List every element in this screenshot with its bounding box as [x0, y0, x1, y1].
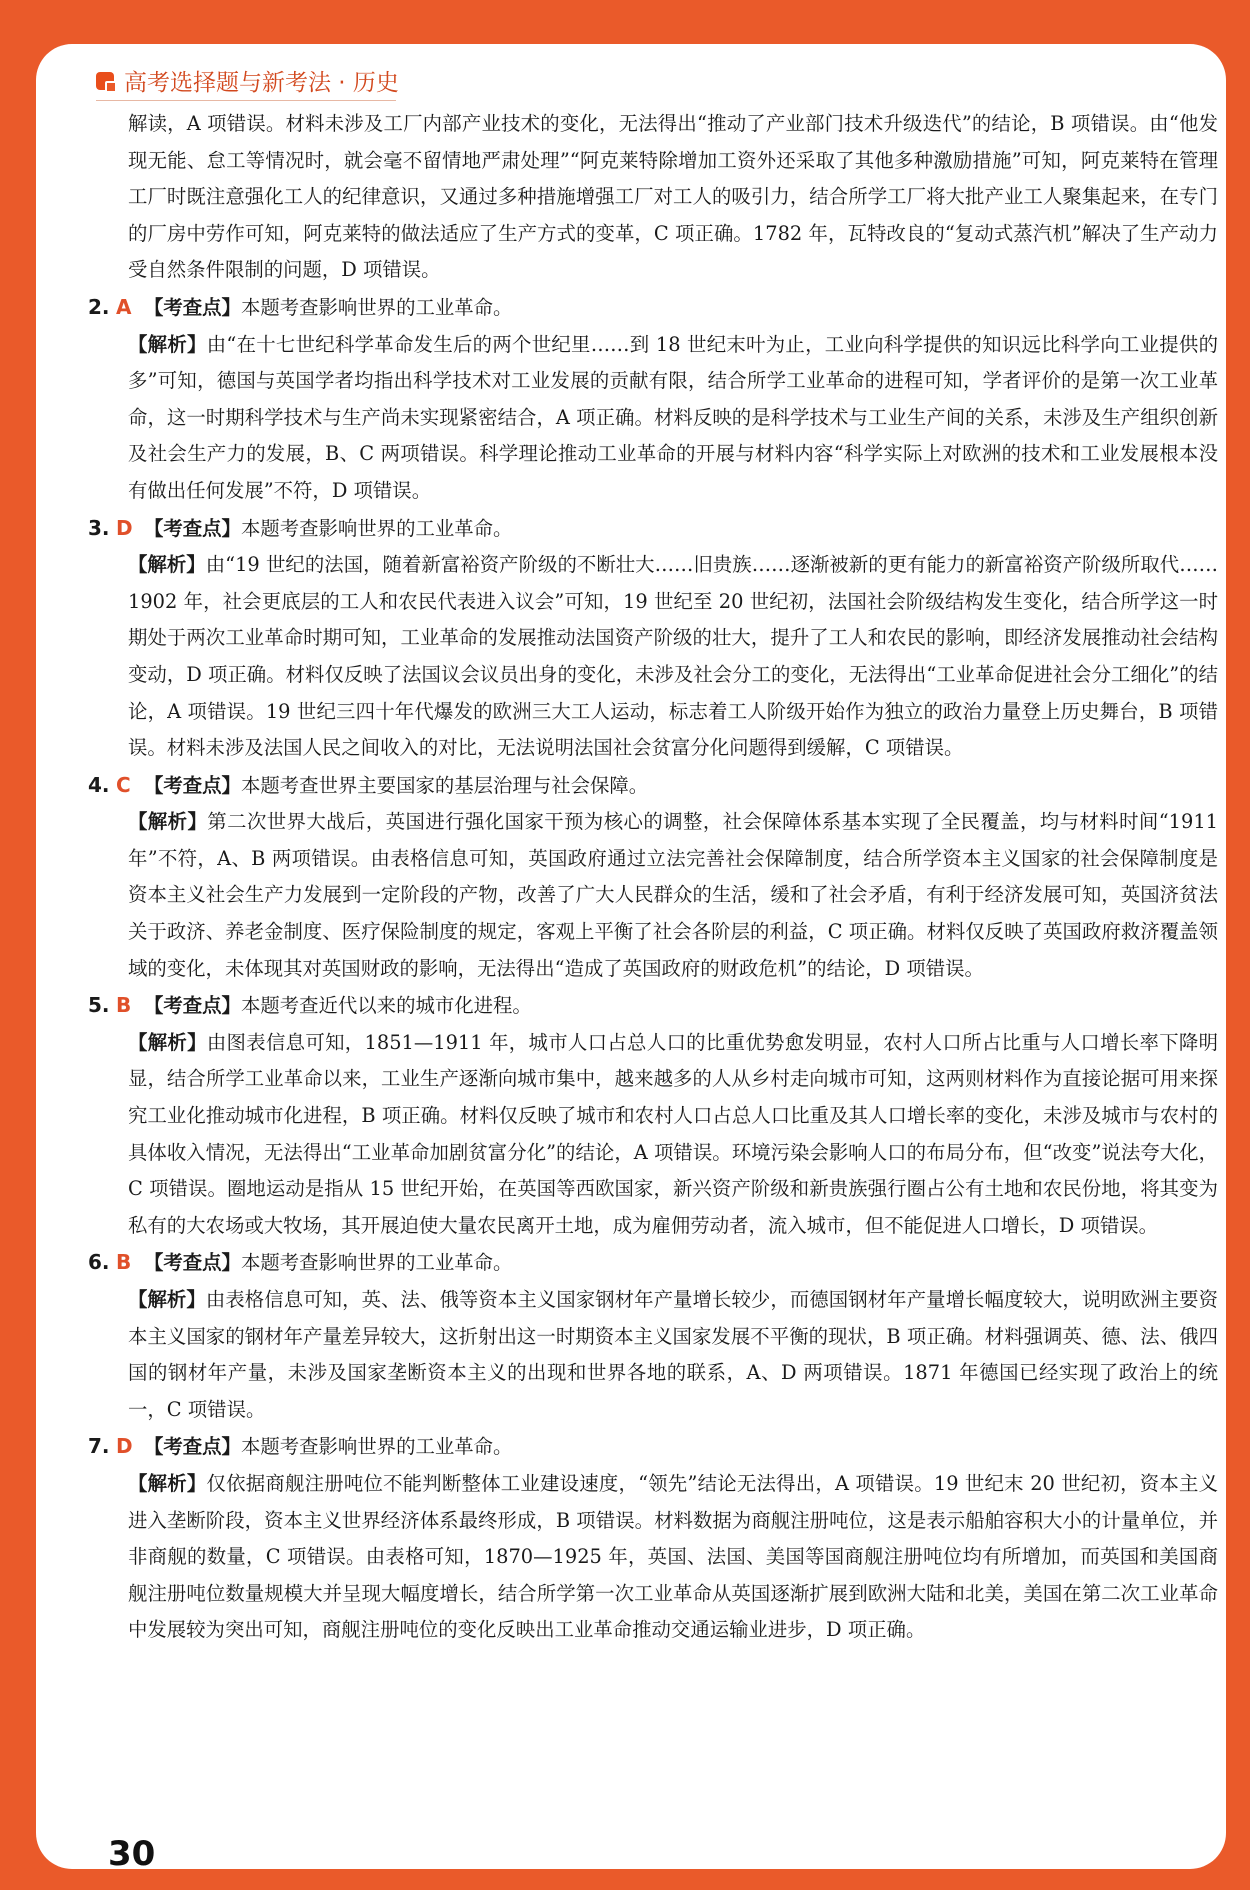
- analysis-text: 由图表信息可知，1851—1911 年，城市人口占总人口的比重优势愈发明显，农村人口所占比重与人口增长率下降明显，结合所学工业革命以来，工业生产逐渐向城市集中，越来越多的人从乡村走向城市可知，这两则材料作为直接论据可用来探究工业化推动城市化进程，B 项正确。材料仅反映了城市和农村人口占总人口比重及其人口增长率的变化，未涉及城市与农村的具体收入情况，无法得出“工业革命加剧贫富分化”的结论，A 项错误。环境污染会影响人口的布局分布，但“改变”说法夸大化，C 项错误。圈地运动是指从 15 世纪开始，在英国等西欧国家，新兴资产阶级和新贵族强行圈占公有土地和农民份地，将其变为私有的大农场或大牧场，其开展迫使大量农民离开土地，成为雇佣劳动者，流入城市，但不能促进人口增长，D 项错误。: [128, 1030, 1219, 1237]
- analysis-text: 由“19 世纪的法国，随着新富裕资产阶级的不断壮大……旧贵族……逐渐被新的更有能力的新富裕资产阶级所取代……1902 年，社会更底层的工人和农民代表进入议会”可知，19 世纪至 20 世纪初，法国社会阶级结构发生变化，结合所学这一时期处于两次工业革命时期可知，工业革命的发展推动法国资产阶级的壮大，提升了工人和农民的影响，即经济发展推动社会结构变动，D 项正确。材料仅反映了法国议会议员出身的变化，未涉及社会分工的变化，无法得出“工业革命促进社会分工细化”的结论，A 项错误。19 世纪三四十年代爆发的欧洲三大工人运动，标志着工人阶级开始作为独立的政治力量登上历史舞台，B 项错误。材料未涉及法国人民之间收入的对比，无法说明法国社会贫富分化问题得到缓解，C 项错误。: [128, 553, 1219, 760]
- analysis-text: 第二次世界大战后，英国进行强化国家干预为核心的调整，社会保障体系基本实现了全民覆盖，均与材料时间“1911 年”不符，A、B 两项错误。由表格信息可知，英国政府通过立法完善社会保障制度，结合所学资本主义国家的社会保障制度是资本主义社会生产力发展到一定阶段的产物，改善了广大人民群众的生活，缓和了社会矛盾，有利于经济发展可知，英国济贫法关于政济、养老金制度、医疗保险制度的规定，客观上平衡了社会各阶层的利益，C 项正确。材料仅反映了英国政府救济覆盖领域的变化，未体现其对英国财政的影响，无法得出“造成了英国政府的财政危机”的结论，D 项错误。: [128, 810, 1219, 980]
- question-number: 4.: [88, 772, 110, 797]
- book-icon: [96, 72, 114, 90]
- answer-letter: D: [116, 1434, 133, 1459]
- question-header: [88, 987, 1218, 1025]
- question-number: 7.: [88, 1434, 110, 1459]
- point-tag: 【考查点】: [144, 1435, 241, 1459]
- analysis-tag: 【解析】: [128, 553, 206, 577]
- analysis-tag: 【解析】: [128, 1030, 207, 1054]
- analysis-paragraph: [88, 1466, 1218, 1649]
- point-text: 本题考查影响世界的工业革命。: [240, 1435, 513, 1459]
- question-header: [88, 1244, 1218, 1282]
- question-header: [88, 510, 1218, 548]
- answer-letter: D: [116, 515, 133, 540]
- analysis-tag: 【解析】: [128, 332, 207, 356]
- analysis-text: 由表格信息可知，英、法、俄等资本主义国家钢材年产量增长较少，而德国钢材年产量增长幅度较大，说明欧洲主要资本主义国家的钢材年产量差异较大，这折射出这一时期资本主义国家发展不平衡的现状，B 项正确。材料强调英、德、法、俄四国的钢材年产量，未涉及国家垄断资本主义的出现和世界各地的联系，A、D 两项错误。1871 年德国已经实现了政治上的统一，C 项错误。: [128, 1288, 1219, 1421]
- answer-explanations: [88, 106, 1218, 1649]
- analysis-text: 仅依据商舰注册吨位不能判断整体工业建设速度，“领先”结论无法得出，A 项错误。19 世纪末 20 世纪初，资本主义进入垄断阶段，资本主义世界经济体系最终形成，B 项错误。材料数据为商舰注册吨位，这是表示船舶容积大小的计量单位，并非商舰的数量，C 项错误。由表格可知，1870—1925 年，英国、法国、美国等国商舰注册吨位均有所增加，而英国和美国商舰注册吨位数量规模大并呈现大幅度增长，结合所学第一次工业革命从英国逐渐扩展到欧洲大陆和北美，美国在第二次工业革命中发展较为突出可知，商舰注册吨位的变化反映出工业革命推动交通运输业进步，D 项正确。: [128, 1471, 1218, 1642]
- question-5: [88, 987, 1218, 1244]
- question-7: [88, 1428, 1218, 1649]
- point-tag: 【考查点】: [144, 994, 241, 1018]
- question-4: [88, 767, 1218, 988]
- header-title: 高考选择题与新考法 · 历史: [124, 70, 399, 96]
- analysis-paragraph: [88, 327, 1218, 510]
- question-header: [88, 767, 1218, 805]
- running-header: [96, 64, 399, 97]
- page-sheet: [36, 44, 1226, 1874]
- point-text: 本题考查近代以来的城市化进程。: [240, 994, 532, 1018]
- question-number: 5.: [88, 993, 110, 1018]
- question-6: [88, 1244, 1218, 1428]
- point-text: 本题考查影响世界的工业革命。: [240, 516, 513, 540]
- analysis-tag: 【解析】: [128, 1471, 207, 1495]
- analysis-paragraph: [88, 804, 1218, 987]
- page-number: 30: [108, 1834, 156, 1874]
- point-tag: 【考查点】: [144, 1251, 241, 1275]
- analysis-tag: 【解析】: [128, 810, 208, 834]
- analysis-text: 由“在十七世纪科学革命发生后的两个世纪里……到 18 世纪末叶为止，工业向科学提供的知识远比科学向工业提供的多”可知，德国与英国学者均指出科学技术对工业发展的贡献有限，结合所学工业革命的进程可知，学者评价的是第一次工业革命，这一时期科学技术与生产尚未实现紧密结合，A 项正确。材料反映的是科学技术与工业生产间的关系，未涉及生产组织创新及社会生产力的发展，B、C 两项错误。科学理论推动工业革命的开展与材料内容“科学实际上对欧洲的技术和工业发展根本没有做出任何发展”不符，D 项错误。: [128, 332, 1218, 502]
- analysis-paragraph: [88, 1025, 1218, 1245]
- point-text: 本题考查世界主要国家的基层治理与社会保障。: [240, 773, 649, 797]
- answer-letter: B: [116, 993, 132, 1018]
- analysis-paragraph: [88, 1282, 1218, 1428]
- answer-letter: A: [116, 294, 132, 319]
- point-text: 本题考查影响世界的工业革命。: [240, 1251, 513, 1275]
- answer-letter: C: [116, 772, 131, 797]
- analysis-paragraph: [88, 547, 1218, 767]
- question-number: 3.: [88, 515, 110, 540]
- question-number: 6.: [88, 1250, 110, 1275]
- analysis-tag: 【解析】: [128, 1288, 206, 1311]
- continued-paragraph: 解读，A 项错误。材料未涉及工厂内部产业技术的变化，无法得出“推动了产业部门技术升级迭代”的结论，B 项错误。由“他发现无能、怠工等情况时，就会毫不留情地严肃处理”“阿克莱特除增加工资外还采取了其他多种激励措施”可知，阿克莱特在管理工厂时既注意强化工人的纪律意识，又通过多种措施增强工厂对工人的吸引力，结合所学工厂将大批产业工人聚集起来，在专门的厂房中劳作可知，阿克莱特的做法适应了生产方式的变革，C 项正确。1782 年，瓦特改良的“复动式蒸汽机”解决了生产动力受自然条件限制的问题，D 项错误。: [128, 112, 1218, 282]
- point-tag: 【考查点】: [144, 516, 241, 540]
- answer-letter: B: [116, 1250, 132, 1275]
- header-underline: [96, 100, 396, 101]
- point-text: 本题考查影响世界的工业革命。: [240, 295, 513, 319]
- question-3: [88, 510, 1218, 767]
- question-2: [88, 289, 1218, 510]
- question-header: [88, 1428, 1218, 1466]
- question-header: [88, 289, 1218, 327]
- question-number: 2.: [88, 294, 110, 319]
- point-tag: 【考查点】: [144, 295, 241, 319]
- point-tag: 【考查点】: [144, 773, 241, 797]
